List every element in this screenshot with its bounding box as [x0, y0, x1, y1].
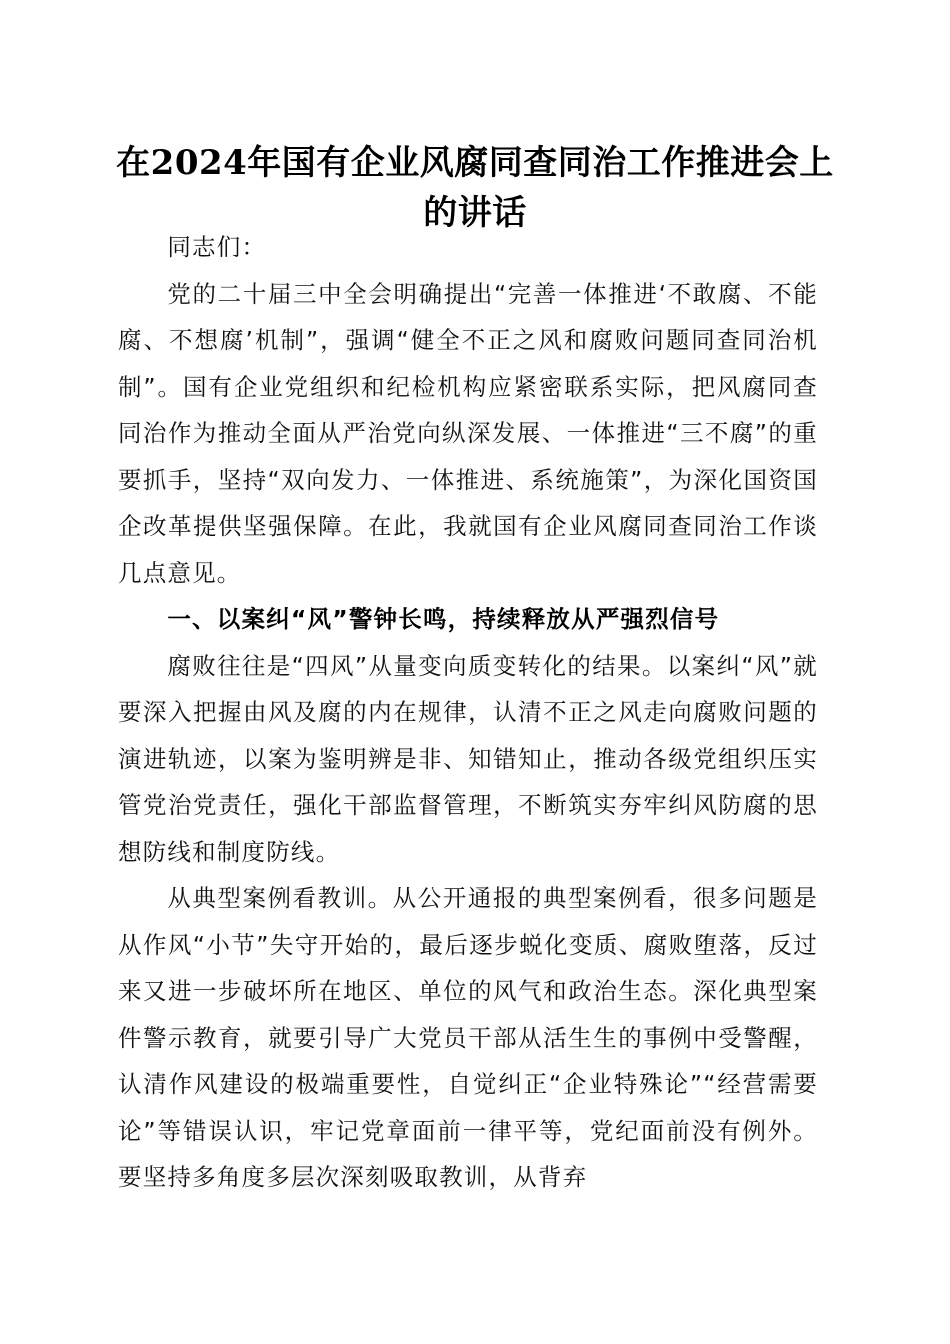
paragraph-section1-intro: 腐败往往是“四风”从量变向质变转化的结果。以案纠“风”就要深入把握由风及腐的内在规律，认清不正之风走向腐败问题的演进轨迹，以案为鉴明辨是非、知错知止，推动各级党组织压实管党治党责任，强化干部监督管理，不断筑实夯牢纠风防腐的思想防线和制度防线。	[118, 651, 818, 866]
document-title: 在2024年国有企业风腐同查同治工作推进会上的讲话	[116, 143, 834, 233]
paragraph-cases-lesson: 从典型案例看教训。从公开通报的典型案例看，很多问题是从作风“小节”失守开始的，最后逐步蜕化变质、腐败堕落，反过来又进一步破坏所在地区、单位的风气和政治生态。深化典型案件警示教育，就要引导广大党员干部从活生生的事例中受警醒，认清作风建设的极端重要性，自觉纠正“企业特殊论”“经营需要论”等错误认识，牢记党章面前一律平等，党纪面前没有例外。要坚持多角度多层次深刻吸取教训，从背弃	[118, 884, 818, 1191]
document-body	[118, 224, 818, 1201]
section-heading-1: 一、以案纠“风”警钟长鸣，持续释放从严强烈信号	[167, 605, 720, 633]
salutation: 同志们：	[167, 233, 267, 261]
paragraph-intro: 党的二十届三中全会明确提出“完善一体推进‘不敢腐、不能腐、不想腐’机制”，强调“健全不正之风和腐败问题同查同治机制”。国有企业党组织和纪检机构应紧密联系实际，把风腐同查同治作为推动全面从严治党向纵深发展、一体推进“三不腐”的重要抓手，坚持“双向发力、一体推进、系统施策”，为深化国资国企改革提供坚强保障。在此，我就国有企业风腐同查同治工作谈几点意见。	[118, 279, 818, 587]
